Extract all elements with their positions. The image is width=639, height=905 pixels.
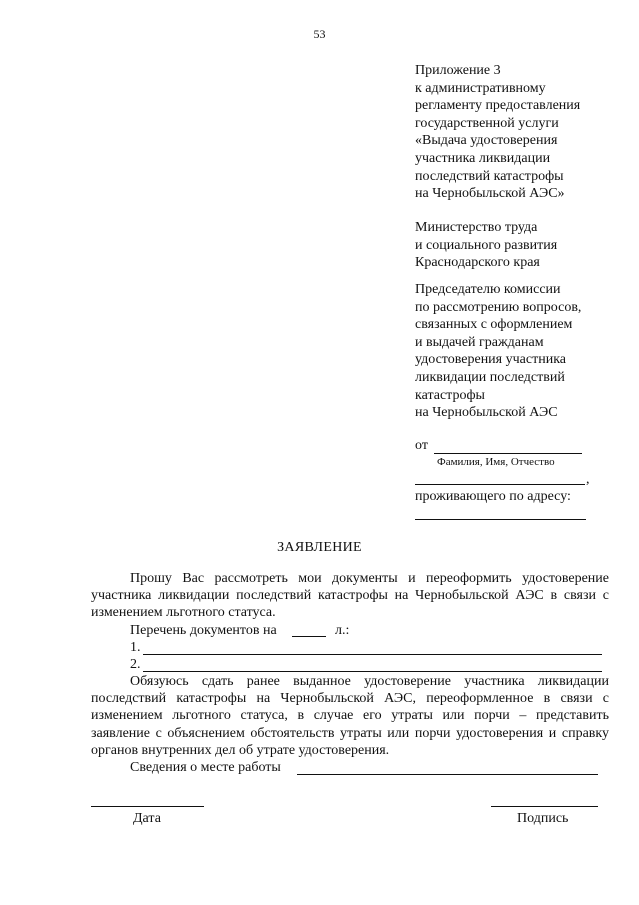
appendix-line: регламенту предоставления	[415, 98, 581, 114]
fio-continuation-line[interactable]	[415, 484, 585, 485]
addressee-line: по рассмотрению вопросов,	[415, 299, 582, 315]
addressee-line: и выдачей гражданам	[415, 334, 544, 350]
documents-count-line[interactable]	[292, 636, 326, 637]
document-item-2-line[interactable]	[143, 671, 602, 672]
request-paragraph: Прошу Вас рассмотреть мои документы и переоформить удостоверение участника ликвидации последствий катастрофы на Чернобыльской АЭС в связи с изменением льготного статуса.	[91, 571, 609, 621]
fio-caption: Фамилия, Имя, Отчество	[437, 456, 555, 468]
work-label: Сведения о месте работы	[130, 760, 281, 775]
addressee-line: Председателю комиссии	[415, 282, 561, 297]
documents-prefix: Перечень документов на	[130, 623, 277, 638]
addressee-line: удостоверения участника	[415, 352, 566, 368]
addressee-line: ликвидации последствий	[415, 369, 565, 385]
obligation-paragraph: Обязуюсь сдать ранее выданное удостоверение участника ликвидации последствий катастрофы на Чернобыльской АЭС, переоформленное в связи с изменением льготного статуса, в случае его утраты или порчи – представить заявление с объяснением обстоятельств утраты или порчи удостоверения и справку органов внутренних дел об утрате удостоверения.	[91, 674, 609, 758]
documents-suffix: л.:	[335, 623, 350, 638]
document-title: ЗАЯВЛЕНИЕ	[277, 540, 362, 555]
date-label: Дата	[133, 811, 161, 826]
addressee-line: связанных с оформлением	[415, 317, 573, 333]
residence-label: проживающего по адресу:	[415, 489, 571, 504]
appendix-line: к административному	[415, 80, 546, 96]
address-field-line[interactable]	[415, 519, 586, 520]
ministry-block	[415, 219, 557, 272]
document-item-2-number: 2.	[130, 657, 141, 672]
appendix-line: Приложение 3	[415, 63, 501, 78]
appendix-line: государственной услуги	[415, 115, 559, 131]
work-field-line[interactable]	[297, 774, 598, 775]
signature-label: Подпись	[517, 811, 569, 826]
appendix-line: последствий катастрофы	[415, 168, 564, 184]
addressee-line: катастрофы	[415, 387, 485, 403]
document-item-1-line[interactable]	[143, 654, 602, 655]
appendix-line: «Выдача удостоверения	[415, 133, 558, 149]
comma: ,	[586, 472, 590, 487]
addressee-block	[415, 281, 581, 422]
addressee-line: на Чернобыльской АЭС	[415, 405, 558, 421]
appendix-line: участника ликвидации	[415, 150, 551, 166]
ministry-line: Министерство труда	[415, 220, 538, 235]
appendix-line: на Чернобыльской АЭС»	[415, 186, 565, 202]
signature-field-line[interactable]	[491, 806, 598, 807]
fio-field-line[interactable]	[434, 453, 582, 454]
page-number: 53	[313, 27, 326, 41]
ministry-line: и социального развития	[415, 237, 558, 253]
date-field-line[interactable]	[91, 806, 204, 807]
from-label: от	[415, 438, 428, 453]
document-item-1-number: 1.	[130, 640, 141, 655]
appendix-block	[415, 62, 580, 203]
ministry-line: Краснодарского края	[415, 255, 540, 271]
